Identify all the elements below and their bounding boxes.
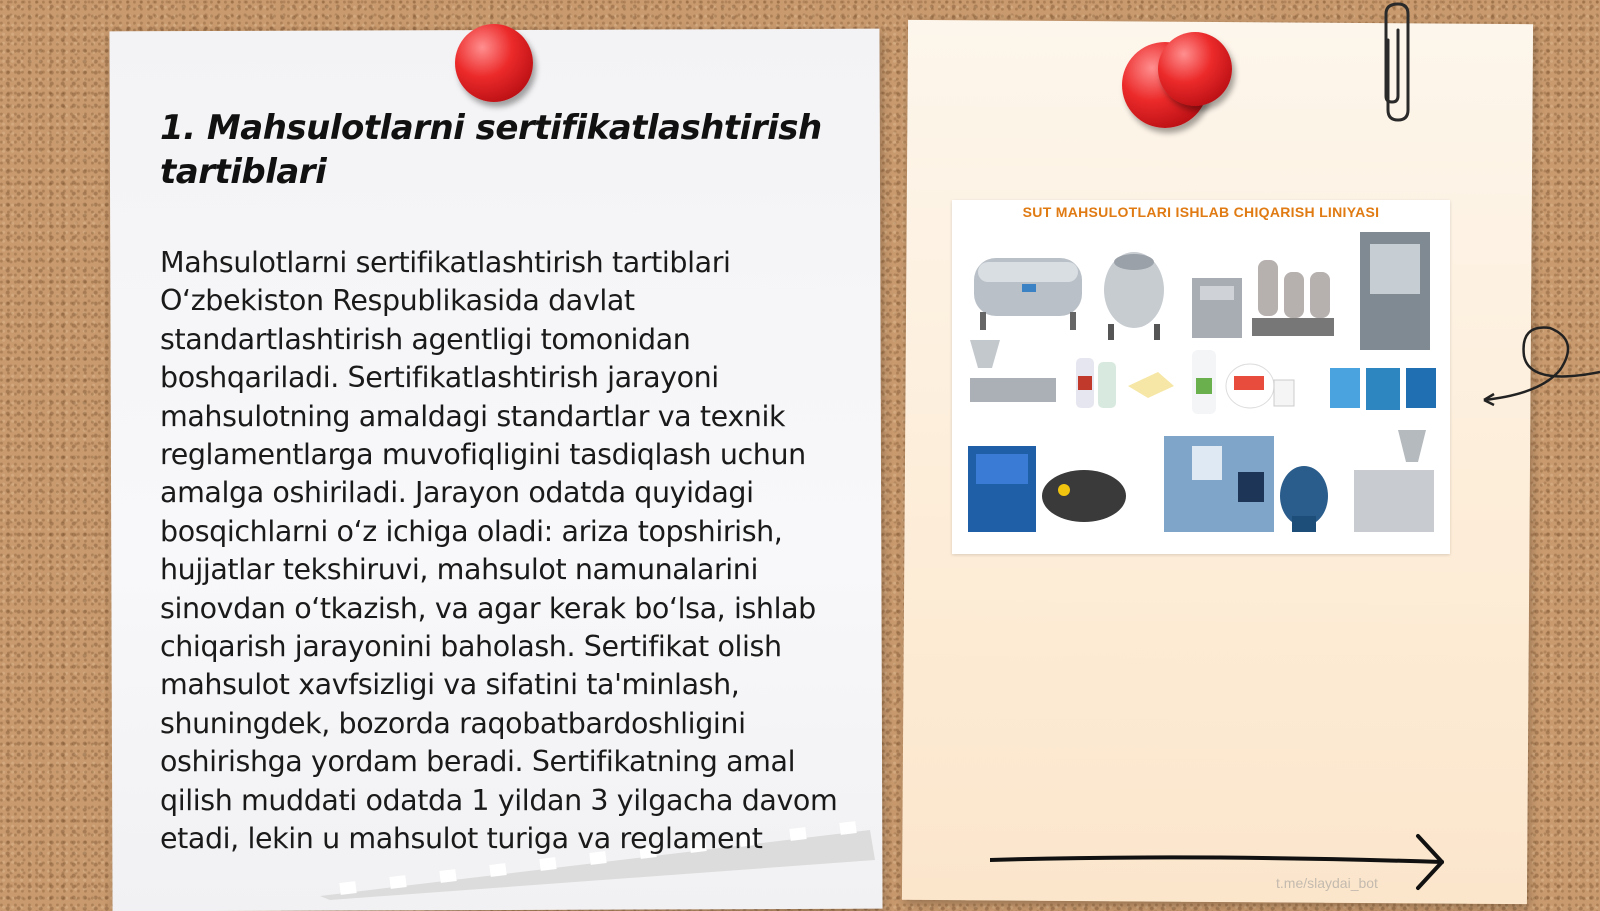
curly-arrow-doodle [1480, 310, 1600, 410]
paper-clip-icon [1378, 0, 1414, 124]
production-line-image [952, 200, 1450, 554]
slide-title: 1. Mahsulotlarni sertifikatlashtirish tartiblari [160, 108, 822, 192]
slide-body-text: Mahsulotlarni sertifikatlashtirish tartiblari O‘zbekiston Respublikasida davlat standartlashtirish agentligi tomonidan boshqariladi. Sertifikatlashtirish jarayoni mahsulotning amaldagi standartlar va texnik reglamentlarga muvofiqligini tasdiqlash uchun amalga oshiriladi. Jarayon odatda quyidagi bosqichlarni o‘z ichiga oladi: ariza topshirish, hujjatlar tekshiruvi, mahsulot namunalarini sinovdan o‘tkazish, va agar kerak bo‘lsa, ishlab chiqarish jarayonini baholash. Sertifikat olish mahsulot xavfsizligi va sifatini ta'minlash, shuningdek, bozorda raqobatbardoshligini oshirishga yordam beradi. Sertifikatning amal qilish muddati odatda 1 yildan 3 yilgacha davom etadi, lekin u mahsulot turiga va reglament [160, 246, 838, 856]
push-pin-icon [455, 24, 533, 102]
dairy-machines-illustration [952, 200, 1450, 554]
arrow-right-icon [990, 832, 1452, 892]
push-pin-icon [1158, 32, 1232, 106]
image-caption: SUT MAHSULOTLARI ISHLAB CHIQARISH LINIYASI [1022, 204, 1380, 220]
watermark: t.me/slaydai_bot [1276, 875, 1378, 891]
